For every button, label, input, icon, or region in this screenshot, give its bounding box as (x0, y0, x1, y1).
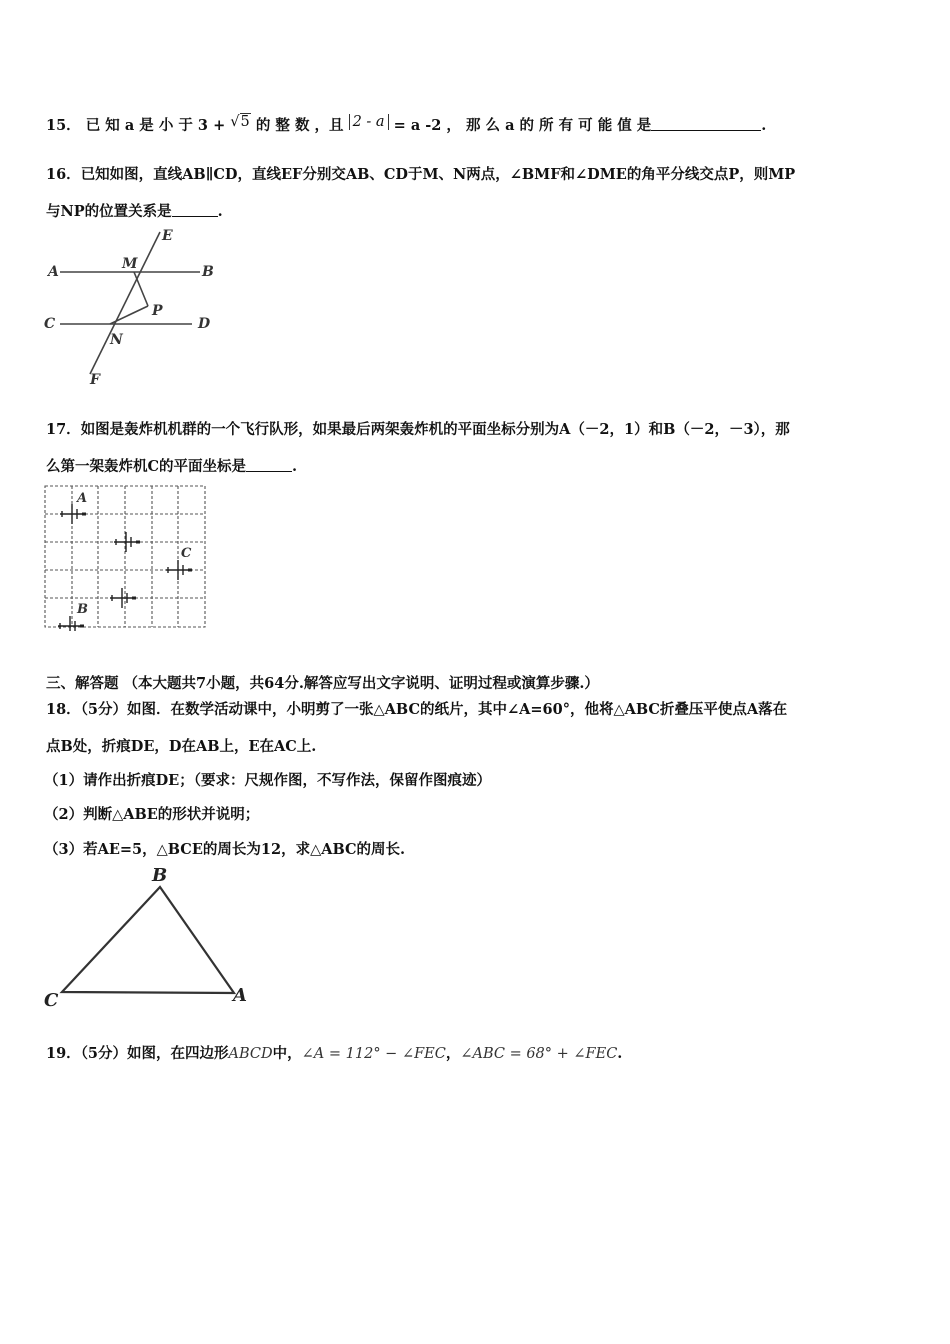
q17-line-2 (46, 455, 297, 476)
label-p: P (152, 303, 163, 319)
q18-figure (40, 860, 260, 1010)
q17-number: 17． (46, 421, 81, 438)
q19-sep: ， (445, 1045, 461, 1062)
q15-end: . (761, 117, 767, 134)
plane-2 (114, 532, 140, 552)
segment-np (110, 306, 148, 324)
q16-end: . (217, 203, 223, 220)
plane-c (166, 560, 192, 580)
answer-blank[interactable] (651, 116, 761, 131)
q17-figure (44, 485, 208, 631)
abs-expression: 2 - a (349, 114, 389, 130)
plane-a (60, 504, 86, 524)
q15-line (46, 114, 766, 135)
label-m: M (122, 256, 138, 272)
label-b: B (152, 865, 168, 886)
line-ef (90, 232, 160, 374)
q18-part3: （3）若AE=5，△BCE的周长为12，求△ABC的周长. (44, 841, 406, 858)
label-e: E (162, 228, 173, 244)
label-n: N (110, 332, 123, 348)
label-b: B (202, 264, 214, 280)
q15-text-b: 的 整 数 ，且 (255, 117, 344, 134)
label-b: B (77, 602, 88, 617)
q16-line-1 (46, 163, 795, 184)
q18-part1: （1）请作出折痕DE；（要求：尺规作图，不写作法，保留作图痕迹） (44, 772, 491, 789)
q17-line-1 (46, 418, 790, 439)
q18-text-line1: （5分）如图．在数学活动课中，小明剪了一张△ABC的纸片，其中∠A=60°，他将△ABC折叠压平使点A落在 (80, 701, 788, 718)
q16-number: 16． (46, 166, 81, 183)
label-a: A (233, 985, 247, 1006)
q15-text-c: = a -2 ， 那 么 a 的 所 有 可 能 值 是 (393, 117, 652, 134)
q18-line-1 (46, 698, 787, 719)
label-a: A (48, 264, 59, 280)
section-heading: 三、解答题 （本大题共7小题，共64分.解答应写出文字说明、证明过程或演算步骤.） (46, 675, 599, 692)
q19-end: . (617, 1045, 623, 1062)
label-c: C (181, 546, 192, 561)
q18-line-2: 点B处，折痕DE，D在AB上，E在AC上. (46, 738, 317, 755)
label-a: A (77, 491, 88, 506)
condition-1: ∠A = 112° − ∠FEC (301, 1046, 446, 1062)
condition-2: ∠ABC = 68° + ∠FEC (460, 1046, 618, 1062)
q15-number: 15． (46, 117, 81, 134)
q19-text-b: 中， (272, 1045, 302, 1062)
label-c: C (44, 316, 56, 332)
label-d: D (198, 316, 211, 332)
plane-4 (110, 588, 136, 608)
q17-text-line1: 如图是轰炸机机群的一个飞行队形，如果最后两架轰炸机的平面坐标分别为A（－2，1）和B（－2，－3），那 (80, 421, 790, 438)
plane-b (58, 616, 84, 631)
q15-text-a: 已 知 a 是 小 于 3 + (85, 117, 226, 134)
answer-blank[interactable] (246, 457, 292, 472)
q17-end: . (292, 458, 298, 475)
q17-text-line2: 么第一架轰炸机C的平面坐标是 (46, 458, 247, 475)
quadrilateral-name: ABCD (228, 1046, 273, 1062)
segment-mp (134, 272, 148, 306)
q16-line-2 (46, 200, 223, 221)
q18-number: 18． (46, 701, 81, 718)
label-c: C (44, 990, 59, 1010)
label-f: F (90, 372, 100, 388)
q18-part2: （2）判断△ABE的形状并说明； (44, 806, 260, 823)
triangle-abc (62, 887, 234, 993)
sqrt-arg: 5 (240, 114, 250, 130)
q19-line (46, 1042, 622, 1063)
q19-number: 19． (46, 1045, 81, 1062)
q16-text-line1: 已知如图，直线AB∥CD，直线EF分别交AB、CD于M、N两点，∠BMF和∠DME的角平分线交点P，则MP (80, 166, 796, 183)
q16-text-line2: 与NP的位置关系是 (46, 203, 172, 220)
q16-figure (40, 222, 230, 392)
sqrt-symbol: √5 (230, 114, 250, 130)
answer-blank[interactable] (172, 202, 218, 217)
q19-text-a: （5分）如图，在四边形 (80, 1045, 229, 1062)
